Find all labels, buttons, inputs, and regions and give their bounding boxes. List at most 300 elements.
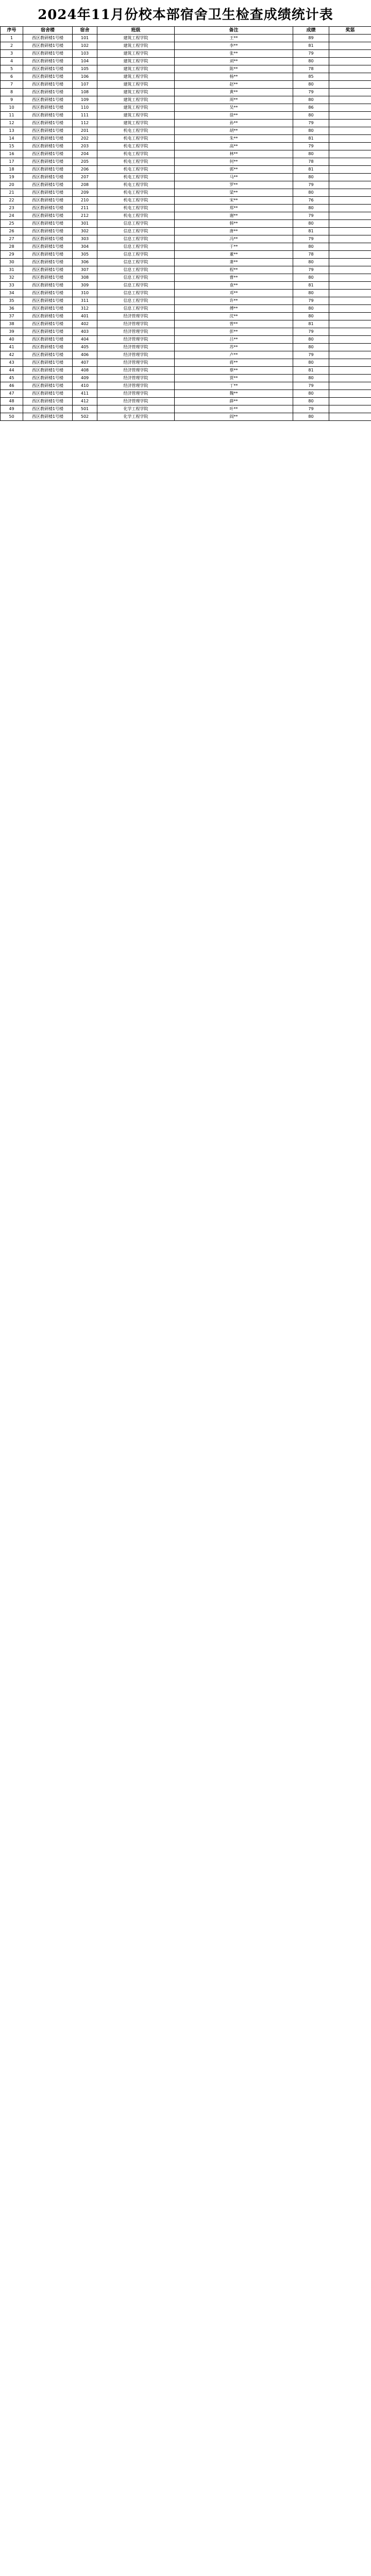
cell-class: 信息工程学院 xyxy=(97,305,175,313)
table-row xyxy=(1,166,371,174)
cell-building: 西区教研楼1号楼 xyxy=(23,143,73,150)
cell-index: 33 xyxy=(1,282,23,290)
cell-room: 408 xyxy=(73,367,97,375)
cell-class: 建筑工程学院 xyxy=(97,65,175,73)
cell-class: 建筑工程学院 xyxy=(97,104,175,112)
cell-room: 208 xyxy=(73,181,97,189)
cell-class: 建筑工程学院 xyxy=(97,35,175,42)
cell-reward xyxy=(329,313,371,320)
cell-class: 机电工程学院 xyxy=(97,127,175,135)
cell-score: 80 xyxy=(293,390,329,398)
cell-reward xyxy=(329,89,371,96)
cell-note: 周** xyxy=(175,96,293,104)
cell-building: 西区教研楼1号楼 xyxy=(23,243,73,251)
cell-index: 41 xyxy=(1,344,23,351)
cell-score: 79 xyxy=(293,266,329,274)
cell-score: 79 xyxy=(293,120,329,127)
cell-reward xyxy=(329,413,371,421)
cell-class: 经济管理学院 xyxy=(97,375,175,382)
cell-note: 赵** xyxy=(175,81,293,89)
table-row xyxy=(1,65,371,73)
cell-building: 西区教研楼1号楼 xyxy=(23,197,73,205)
cell-class: 建筑工程学院 xyxy=(97,120,175,127)
cell-room: 108 xyxy=(73,89,97,96)
cell-building: 西区教研楼1号楼 xyxy=(23,235,73,243)
cell-reward xyxy=(329,367,371,375)
table-row xyxy=(1,266,371,274)
cell-note: 杨** xyxy=(175,73,293,81)
table-row xyxy=(1,96,371,104)
cell-room: 303 xyxy=(73,235,97,243)
cell-note: 张** xyxy=(175,50,293,58)
cell-index: 4 xyxy=(1,58,23,65)
cell-room: 306 xyxy=(73,259,97,266)
cell-index: 39 xyxy=(1,328,23,336)
cell-room: 402 xyxy=(73,320,97,328)
cell-index: 24 xyxy=(1,212,23,220)
cell-room: 212 xyxy=(73,212,97,220)
cell-score: 79 xyxy=(293,328,329,336)
cell-room: 409 xyxy=(73,375,97,382)
table-row xyxy=(1,398,371,405)
cell-score: 80 xyxy=(293,313,329,320)
cell-room: 410 xyxy=(73,382,97,390)
cell-score: 80 xyxy=(293,81,329,89)
cell-reward xyxy=(329,205,371,212)
cell-room: 404 xyxy=(73,336,97,344)
cell-score: 80 xyxy=(293,205,329,212)
cell-note: 吴** xyxy=(175,104,293,112)
header-class: 班级 xyxy=(97,27,175,35)
cell-building: 西区教研楼1号楼 xyxy=(23,205,73,212)
cell-class: 机电工程学院 xyxy=(97,135,175,143)
cell-class: 经济管理学院 xyxy=(97,390,175,398)
cell-note: 曾** xyxy=(175,320,293,328)
cell-score: 80 xyxy=(293,336,329,344)
cell-building: 西区教研楼1号楼 xyxy=(23,351,73,359)
cell-class: 建筑工程学院 xyxy=(97,89,175,96)
cell-room: 304 xyxy=(73,243,97,251)
table-row xyxy=(1,228,371,235)
cell-building: 西区教研楼1号楼 xyxy=(23,35,73,42)
cell-note: 韩** xyxy=(175,220,293,228)
cell-building: 西区教研楼1号楼 xyxy=(23,181,73,189)
cell-index: 20 xyxy=(1,181,23,189)
cell-note: 孙** xyxy=(175,120,293,127)
cell-note: 许** xyxy=(175,297,293,305)
cell-class: 信息工程学院 xyxy=(97,228,175,235)
cell-score: 79 xyxy=(293,181,329,189)
table-row xyxy=(1,35,371,42)
cell-room: 203 xyxy=(73,143,97,150)
cell-reward xyxy=(329,120,371,127)
cell-class: 经济管理学院 xyxy=(97,359,175,367)
cell-reward xyxy=(329,375,371,382)
cell-reward xyxy=(329,228,371,235)
cell-score: 78 xyxy=(293,251,329,259)
cell-score: 79 xyxy=(293,297,329,305)
cell-class: 机电工程学院 xyxy=(97,205,175,212)
cell-building: 西区教研楼1号楼 xyxy=(23,282,73,290)
table-row xyxy=(1,112,371,120)
cell-class: 机电工程学院 xyxy=(97,174,175,181)
cell-note: 梁** xyxy=(175,189,293,197)
cell-class: 经济管理学院 xyxy=(97,398,175,405)
cell-room: 109 xyxy=(73,96,97,104)
cell-reward xyxy=(329,259,371,266)
table-row xyxy=(1,290,371,297)
table-row xyxy=(1,320,371,328)
cell-reward xyxy=(329,251,371,259)
cell-score: 78 xyxy=(293,158,329,166)
cell-building: 西区教研楼1号楼 xyxy=(23,127,73,135)
cell-room: 112 xyxy=(73,120,97,127)
cell-index: 50 xyxy=(1,413,23,421)
table-row xyxy=(1,158,371,166)
cell-note: 萧** xyxy=(175,259,293,266)
table-row xyxy=(1,351,371,359)
cell-index: 35 xyxy=(1,297,23,305)
table-row xyxy=(1,413,371,421)
cell-class: 建筑工程学院 xyxy=(97,73,175,81)
table-row xyxy=(1,81,371,89)
cell-class: 建筑工程学院 xyxy=(97,58,175,65)
cell-building: 西区教研楼1号楼 xyxy=(23,274,73,282)
table-row xyxy=(1,336,371,344)
cell-building: 西区教研楼1号楼 xyxy=(23,81,73,89)
cell-note: 贾** xyxy=(175,375,293,382)
cell-score: 81 xyxy=(293,135,329,143)
cell-score: 78 xyxy=(293,65,329,73)
cell-room: 103 xyxy=(73,50,97,58)
cell-room: 406 xyxy=(73,351,97,359)
cell-building: 西区教研楼1号楼 xyxy=(23,89,73,96)
table-row xyxy=(1,259,371,266)
cell-reward xyxy=(329,212,371,220)
cell-room: 110 xyxy=(73,104,97,112)
cell-reward xyxy=(329,158,371,166)
cell-index: 28 xyxy=(1,243,23,251)
cell-index: 34 xyxy=(1,290,23,297)
cell-note: 徐** xyxy=(175,112,293,120)
cell-class: 机电工程学院 xyxy=(97,158,175,166)
table-row xyxy=(1,212,371,220)
cell-class: 机电工程学院 xyxy=(97,181,175,189)
table-row xyxy=(1,297,371,305)
cell-class: 建筑工程学院 xyxy=(97,81,175,89)
table-row xyxy=(1,243,371,251)
cell-reward xyxy=(329,143,371,150)
table-row xyxy=(1,127,371,135)
table-row xyxy=(1,375,371,382)
cell-room: 209 xyxy=(73,189,97,197)
table-row xyxy=(1,143,371,150)
cell-room: 307 xyxy=(73,266,97,274)
cell-index: 44 xyxy=(1,367,23,375)
cell-building: 西区教研楼1号楼 xyxy=(23,375,73,382)
cell-building: 西区教研楼1号楼 xyxy=(23,42,73,50)
cell-reward xyxy=(329,290,371,297)
table-row xyxy=(1,220,371,228)
cell-index: 47 xyxy=(1,390,23,398)
cell-score: 80 xyxy=(293,398,329,405)
cell-class: 信息工程学院 xyxy=(97,259,175,266)
cell-index: 5 xyxy=(1,65,23,73)
cell-reward xyxy=(329,398,371,405)
cell-room: 101 xyxy=(73,35,97,42)
cell-score: 79 xyxy=(293,405,329,413)
cell-index: 48 xyxy=(1,398,23,405)
table-row xyxy=(1,359,371,367)
cell-room: 207 xyxy=(73,174,97,181)
cell-class: 机电工程学院 xyxy=(97,197,175,205)
cell-index: 29 xyxy=(1,251,23,259)
table-row xyxy=(1,235,371,243)
cell-reward xyxy=(329,305,371,313)
cell-index: 13 xyxy=(1,127,23,135)
cell-index: 16 xyxy=(1,150,23,158)
table-row xyxy=(1,135,371,143)
cell-building: 西区教研楼1号楼 xyxy=(23,112,73,120)
cell-score: 80 xyxy=(293,259,329,266)
cell-index: 8 xyxy=(1,89,23,96)
cell-note: 曹** xyxy=(175,274,293,282)
cell-reward xyxy=(329,73,371,81)
cell-room: 403 xyxy=(73,328,97,336)
cell-building: 西区教研楼1号楼 xyxy=(23,65,73,73)
cell-building: 西区教研楼1号楼 xyxy=(23,96,73,104)
cell-building: 西区教研楼1号楼 xyxy=(23,220,73,228)
cell-reward xyxy=(329,58,371,65)
cell-index: 1 xyxy=(1,35,23,42)
cell-note: 程** xyxy=(175,266,293,274)
cell-note: 何** xyxy=(175,158,293,166)
table-row xyxy=(1,189,371,197)
cell-score: 80 xyxy=(293,274,329,282)
cell-score: 79 xyxy=(293,351,329,359)
score-table xyxy=(0,26,371,421)
cell-reward xyxy=(329,135,371,143)
cell-building: 西区教研楼1号楼 xyxy=(23,336,73,344)
cell-score: 80 xyxy=(293,359,329,367)
cell-note: 唐** xyxy=(175,228,293,235)
table-row xyxy=(1,282,371,290)
cell-score: 79 xyxy=(293,143,329,150)
cell-score: 79 xyxy=(293,212,329,220)
cell-building: 西区教研楼1号楼 xyxy=(23,104,73,112)
cell-index: 26 xyxy=(1,228,23,235)
cell-room: 308 xyxy=(73,274,97,282)
cell-class: 机电工程学院 xyxy=(97,212,175,220)
cell-index: 42 xyxy=(1,351,23,359)
cell-building: 西区教研楼1号楼 xyxy=(23,367,73,375)
cell-reward xyxy=(329,282,371,290)
header-reward: 奖惩 xyxy=(329,27,371,35)
cell-score: 81 xyxy=(293,320,329,328)
cell-building: 西区教研楼1号楼 xyxy=(23,382,73,390)
header-index: 序号 xyxy=(1,27,23,35)
cell-class: 机电工程学院 xyxy=(97,143,175,150)
cell-note: 黄** xyxy=(175,89,293,96)
cell-score: 80 xyxy=(293,243,329,251)
table-row xyxy=(1,382,371,390)
table-row xyxy=(1,150,371,158)
cell-note: 冯** xyxy=(175,235,293,243)
cell-building: 西区教研楼1号楼 xyxy=(23,259,73,266)
cell-index: 14 xyxy=(1,135,23,143)
cell-building: 西区教研楼1号楼 xyxy=(23,359,73,367)
cell-index: 7 xyxy=(1,81,23,89)
cell-room: 201 xyxy=(73,127,97,135)
cell-note: 彭** xyxy=(175,328,293,336)
cell-class: 经济管理学院 xyxy=(97,367,175,375)
cell-score: 80 xyxy=(293,413,329,421)
cell-room: 206 xyxy=(73,166,97,174)
cell-index: 11 xyxy=(1,112,23,120)
cell-index: 43 xyxy=(1,359,23,367)
cell-reward xyxy=(329,166,371,174)
cell-building: 西区教研楼1号楼 xyxy=(23,150,73,158)
cell-reward xyxy=(329,390,371,398)
cell-class: 经济管理学院 xyxy=(97,336,175,344)
cell-note: 李** xyxy=(175,42,293,50)
cell-index: 46 xyxy=(1,382,23,390)
table-row xyxy=(1,205,371,212)
cell-class: 信息工程学院 xyxy=(97,235,175,243)
cell-reward xyxy=(329,405,371,413)
cell-class: 信息工程学院 xyxy=(97,243,175,251)
cell-building: 西区教研楼1号楼 xyxy=(23,398,73,405)
cell-room: 501 xyxy=(73,405,97,413)
cell-class: 信息工程学院 xyxy=(97,297,175,305)
cell-reward xyxy=(329,65,371,73)
table-header-row xyxy=(1,27,371,35)
table-row xyxy=(1,120,371,127)
cell-note: 卢** xyxy=(175,351,293,359)
cell-note: 林** xyxy=(175,150,293,158)
table-row xyxy=(1,328,371,336)
table-row xyxy=(1,42,371,50)
cell-index: 27 xyxy=(1,235,23,243)
cell-reward xyxy=(329,235,371,243)
cell-score: 80 xyxy=(293,127,329,135)
cell-index: 45 xyxy=(1,375,23,382)
cell-index: 25 xyxy=(1,220,23,228)
cell-score: 81 xyxy=(293,282,329,290)
table-row xyxy=(1,405,371,413)
cell-note: 于** xyxy=(175,243,293,251)
cell-building: 西区教研楼1号楼 xyxy=(23,135,73,143)
cell-building: 西区教研楼1号楼 xyxy=(23,297,73,305)
header-room: 宿舍 xyxy=(73,27,97,35)
cell-index: 19 xyxy=(1,174,23,181)
cell-building: 西区教研楼1号楼 xyxy=(23,174,73,181)
cell-index: 6 xyxy=(1,73,23,81)
cell-room: 107 xyxy=(73,81,97,89)
cell-index: 18 xyxy=(1,166,23,174)
cell-score: 79 xyxy=(293,382,329,390)
cell-reward xyxy=(329,320,371,328)
cell-index: 36 xyxy=(1,305,23,313)
cell-reward xyxy=(329,35,371,42)
cell-reward xyxy=(329,189,371,197)
cell-index: 21 xyxy=(1,189,23,197)
cell-room: 407 xyxy=(73,359,97,367)
cell-room: 401 xyxy=(73,313,97,320)
header-building: 宿舍楼 xyxy=(23,27,73,35)
cell-room: 104 xyxy=(73,58,97,65)
cell-class: 信息工程学院 xyxy=(97,282,175,290)
cell-reward xyxy=(329,297,371,305)
cell-note: 袁** xyxy=(175,282,293,290)
cell-class: 化学工程学院 xyxy=(97,413,175,421)
cell-note: 傅** xyxy=(175,305,293,313)
cell-index: 15 xyxy=(1,143,23,150)
cell-note: 吕** xyxy=(175,336,293,344)
cell-building: 西区教研楼1号楼 xyxy=(23,413,73,421)
cell-building: 西区教研楼1号楼 xyxy=(23,305,73,313)
cell-note: 马** xyxy=(175,174,293,181)
cell-index: 10 xyxy=(1,104,23,112)
table-row xyxy=(1,305,371,313)
table-row xyxy=(1,313,371,320)
cell-reward xyxy=(329,344,371,351)
cell-building: 西区教研楼1号楼 xyxy=(23,228,73,235)
cell-building: 西区教研楼1号楼 xyxy=(23,251,73,259)
table-row xyxy=(1,390,371,398)
cell-score: 81 xyxy=(293,42,329,50)
cell-score: 80 xyxy=(293,112,329,120)
cell-note: 朱** xyxy=(175,135,293,143)
cell-index: 38 xyxy=(1,320,23,328)
cell-room: 302 xyxy=(73,228,97,235)
cell-class: 信息工程学院 xyxy=(97,251,175,259)
cell-score: 80 xyxy=(293,189,329,197)
cell-reward xyxy=(329,243,371,251)
cell-room: 111 xyxy=(73,112,97,120)
cell-class: 建筑工程学院 xyxy=(97,42,175,50)
cell-score: 80 xyxy=(293,96,329,104)
cell-reward xyxy=(329,81,371,89)
cell-class: 经济管理学院 xyxy=(97,320,175,328)
cell-building: 西区教研楼1号楼 xyxy=(23,328,73,336)
cell-class: 机电工程学院 xyxy=(97,166,175,174)
cell-index: 17 xyxy=(1,158,23,166)
cell-index: 31 xyxy=(1,266,23,274)
table-row xyxy=(1,89,371,96)
cell-room: 211 xyxy=(73,205,97,212)
cell-building: 西区教研楼1号楼 xyxy=(23,290,73,297)
cell-score: 81 xyxy=(293,228,329,235)
cell-class: 化学工程学院 xyxy=(97,405,175,413)
cell-room: 305 xyxy=(73,251,97,259)
cell-note: 苏** xyxy=(175,344,293,351)
cell-class: 经济管理学院 xyxy=(97,328,175,336)
cell-note: 刘** xyxy=(175,58,293,65)
cell-index: 37 xyxy=(1,313,23,320)
cell-reward xyxy=(329,127,371,135)
cell-room: 301 xyxy=(73,220,97,228)
cell-index: 22 xyxy=(1,197,23,205)
cell-reward xyxy=(329,150,371,158)
cell-reward xyxy=(329,328,371,336)
cell-score: 80 xyxy=(293,375,329,382)
cell-building: 西区教研楼1号楼 xyxy=(23,166,73,174)
cell-room: 411 xyxy=(73,390,97,398)
cell-reward xyxy=(329,50,371,58)
table-row xyxy=(1,197,371,205)
cell-class: 机电工程学院 xyxy=(97,150,175,158)
